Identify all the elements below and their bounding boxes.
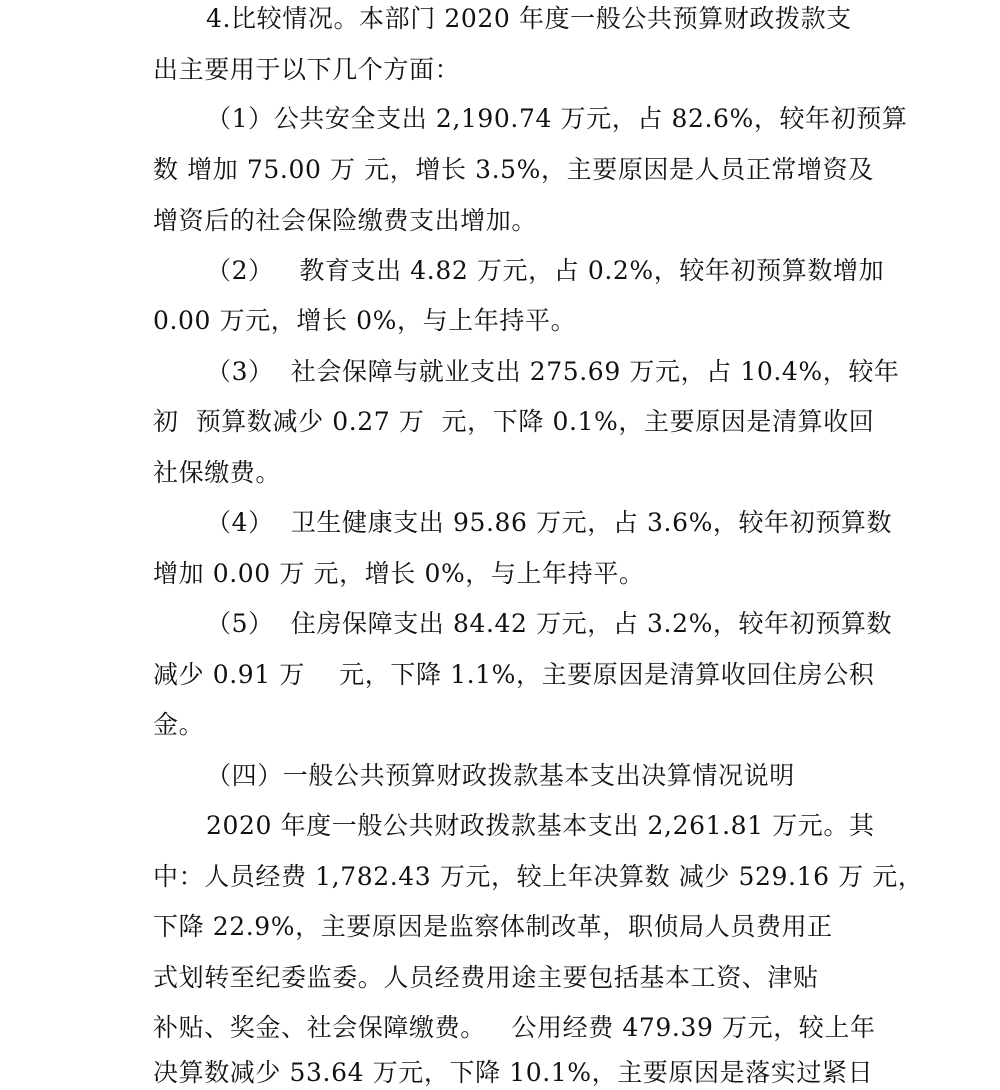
text-line-22: 决算数减少 53.64 万元，下降 10.1%，主要原因是落实过紧日 [153,1058,874,1087]
text-line-1: 4.比较情况。本部门 2020 年度一般公共预算财政拨款支 [206,4,852,33]
text-line-5: 增资后的社会保险缴费支出增加。 [153,206,538,235]
section-heading: （四）一般公共预算财政拨款基本支出决算情况说明 [206,761,795,790]
text-line-3: （1）公共安全支出 2,190.74 万元，占 82.6%，较年初预算 [206,104,908,133]
text-line-18: 中：人员经费 1,782.43 万元，较上年决算数 减少 529.16 万 元， [153,862,924,891]
text-line-2: 出主要用于以下几个方面： [153,55,461,84]
text-line-20: 式划转至纪委监委。人员经费用途主要包括基本工资、津贴 [153,963,819,992]
text-line-14: 减少 0.91 万 元，下降 1.1%，主要原因是清算收回住房公积 [153,660,875,689]
text-line-15: 金。 [153,710,205,739]
text-line-12: 增加 0.00 万 元，增长 0%，与上年持平。 [153,559,645,588]
text-line-10: 社保缴费。 [153,458,282,487]
text-line-4: 数 增加 75.00 万 元，增长 3.5%，主要原因是人员正常增资及 [153,155,874,184]
text-line-21: 补贴、奖金、社会保障缴费。 公用经费 479.39 万元，较上年 [153,1013,876,1042]
text-line-19: 下降 22.9%，主要原因是监察体制改革，职侦局人员费用正 [153,912,833,941]
text-line-17: 2020 年度一般公共财政拨款基本支出 2,261.81 万元。其 [206,811,875,840]
text-line-6: （2） 教育支出 4.82 万元，占 0.2%，较年初预算数增加 [206,256,885,285]
text-line-9: 初 预算数减少 0.27 万 元，下降 0.1%，主要原因是清算收回 [153,407,875,436]
text-line-8: （3） 社会保障与就业支出 275.69 万元，占 10.4%，较年 [206,357,900,386]
text-line-13: （5） 住房保障支出 84.42 万元，占 3.2%，较年初预算数 [206,609,893,638]
text-line-7: 0.00 万元，增长 0%，与上年持平。 [153,306,577,335]
text-line-11: （4） 卫生健康支出 95.86 万元，占 3.6%，较年初预算数 [206,508,893,537]
